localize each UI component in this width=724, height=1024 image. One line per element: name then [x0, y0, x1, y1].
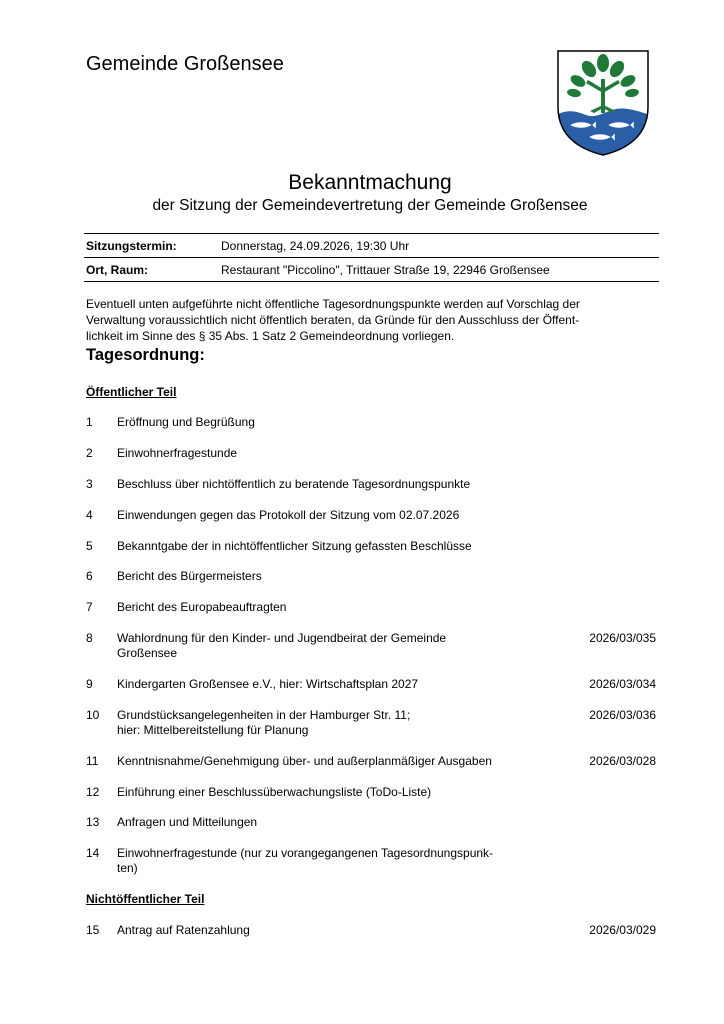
agenda-item-number: 13 — [86, 815, 100, 829]
agenda-item-title — [117, 508, 547, 523]
private-section-heading: Nichtöffentlicher Teil — [86, 892, 205, 906]
agenda-item-line: Eröffnung und Begrüßung — [117, 415, 255, 429]
meeting-date-label: Sitzungstermin: — [86, 238, 177, 253]
agenda-item-title — [117, 477, 547, 492]
agenda-item-number: 6 — [86, 569, 93, 583]
agenda-item-reference: 2026/03/035 — [589, 631, 656, 645]
agenda-item-title — [117, 754, 547, 769]
meeting-date-value: Donnerstag, 24.09.2026, 19:30 Uhr — [221, 238, 410, 253]
agenda-item-line: Anfragen und Mitteilungen — [117, 815, 258, 829]
agenda-item-number: 14 — [86, 846, 100, 860]
agenda-item-number: 12 — [86, 785, 100, 799]
agenda-item-title — [117, 600, 547, 615]
agenda-item-number: 8 — [86, 631, 93, 645]
agenda-heading: Tagesordnung: — [86, 346, 205, 364]
agenda-item-line: Einwendungen gegen das Protokoll der Sitzung vom 02.07.2026 — [117, 508, 460, 522]
agenda-item-line: Bericht des Bürgermeisters — [117, 569, 262, 583]
agenda-item-line: hier: Mittelbereitstellung für Planung — [117, 723, 309, 737]
document-title: Bekanntmachung — [288, 171, 452, 194]
agenda-item-line: Bericht des Europabeauftragten — [117, 600, 287, 614]
agenda-item-line: Einführung einer Beschlussüberwachungsliste (ToDo-Liste) — [117, 785, 432, 799]
meeting-date-row — [84, 234, 659, 257]
agenda-item-title — [117, 923, 547, 938]
public-section-heading: Öffentlicher Teil — [86, 385, 177, 399]
agenda-item-title — [117, 815, 547, 830]
meeting-location-row — [84, 257, 659, 281]
notice-line: Eventuell unten aufgeführte nicht öffentliche Tagesordnungspunkte werden auf Vorschlag der — [86, 297, 580, 311]
agenda-item-title — [117, 415, 547, 430]
agenda-item-title — [117, 846, 547, 876]
agenda-item-title — [117, 785, 547, 800]
agenda-item-line: Antrag auf Ratenzahlung — [117, 923, 250, 937]
agenda-item-number: 10 — [86, 708, 100, 722]
agenda-item-number: 1 — [86, 415, 93, 429]
notice-line: Verwaltung voraussichtlich nicht öffentlich beraten, da Gründe für den Ausschluss der Öffent- — [86, 313, 580, 327]
agenda-item-number: 9 — [86, 677, 93, 691]
agenda-item-line: Einwohnerfragestunde — [117, 446, 238, 460]
confidentiality-notice — [86, 296, 656, 344]
agenda-item-line: Einwohnerfragestunde (nur zu vorangegangenen Tagesordnungspunk- — [117, 846, 494, 860]
agenda-item-line: Kenntnisnahme/Genehmigung über- und außerplanmäßiger Ausgaben — [117, 754, 492, 768]
agenda-item-reference: 2026/03/029 — [589, 923, 656, 937]
meeting-info-table — [84, 233, 659, 282]
coat-of-arms-icon — [556, 49, 650, 157]
agenda-item-number: 7 — [86, 600, 93, 614]
agenda-item-title — [117, 539, 547, 554]
agenda-item-number: 15 — [86, 923, 100, 937]
agenda-item-line: Großensee — [117, 646, 178, 660]
municipality-name: Gemeinde Großensee — [86, 53, 284, 75]
agenda-item-line: Bekanntgabe der in nichtöffentlicher Sitzung gefassten Beschlüsse — [117, 539, 472, 553]
agenda-item-title — [117, 708, 547, 738]
agenda-item-title — [117, 677, 547, 692]
meeting-location-value: Restaurant "Piccolino", Trittauer Straße 19, 22946 Großensee — [221, 262, 550, 277]
agenda-item-number: 5 — [86, 539, 93, 553]
agenda-item-line: Grundstücksangelegenheiten in der Hamburger Str. 11; — [117, 708, 411, 722]
agenda-item-reference: 2026/03/028 — [589, 754, 656, 768]
meeting-location-label: Ort, Raum: — [86, 262, 149, 277]
document-subtitle: der Sitzung der Gemeindevertretung der Gemeinde Großensee — [152, 197, 588, 214]
agenda-item-line: Wahlordnung für den Kinder- und Jugendbeirat der Gemeinde — [117, 631, 447, 645]
agenda-item-reference: 2026/03/034 — [589, 677, 656, 691]
agenda-item-number: 11 — [86, 754, 99, 768]
agenda-item-number: 4 — [86, 508, 93, 522]
agenda-item-title — [117, 446, 547, 461]
agenda-item-line: ten) — [117, 861, 138, 875]
agenda-item-line: Kindergarten Großensee e.V., hier: Wirtschaftsplan 2027 — [117, 677, 419, 691]
agenda-item-line: Beschluss über nichtöffentlich zu beratende Tagesordnungspunkte — [117, 477, 471, 491]
agenda-item-number: 3 — [86, 477, 93, 491]
agenda-item-number: 2 — [86, 446, 93, 460]
notice-line: lichkeit im Sinne des § 35 Abs. 1 Satz 2 Gemeindeordnung vorliegen. — [86, 329, 455, 343]
agenda-item-title — [117, 631, 547, 661]
agenda-item-reference: 2026/03/036 — [589, 708, 656, 722]
agenda-item-title — [117, 569, 547, 584]
